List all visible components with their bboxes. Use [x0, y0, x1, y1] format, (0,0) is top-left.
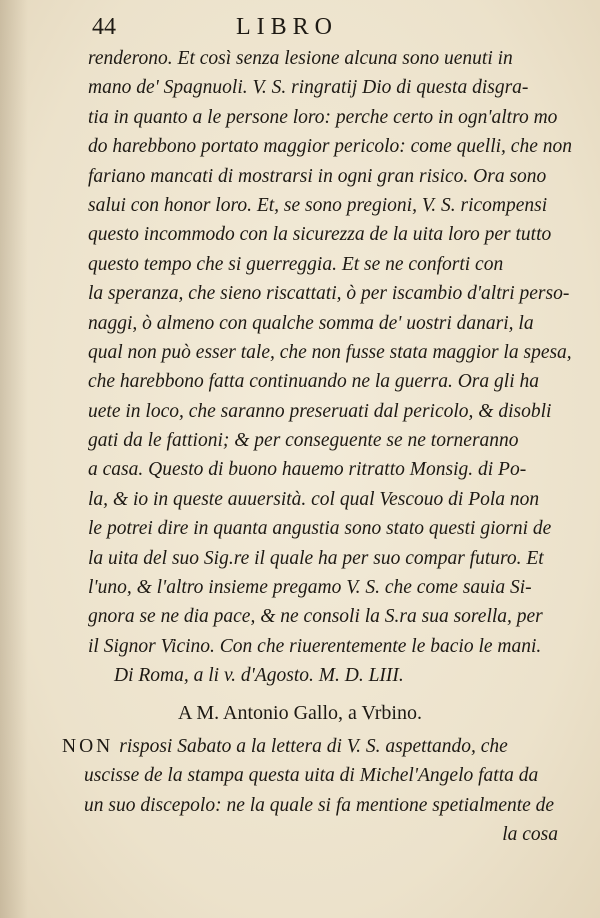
- first-line: [62, 732, 582, 761]
- text-line: mano de' Spagnuoli. V. S. ringratij Dio di questa disgra-: [88, 77, 529, 99]
- text-line: la speranza, che sieno riscattati, ò per iscambio d'altri perso-: [88, 283, 570, 305]
- text-line: la uita del suo Sig.re il quale ha per suo compar futuro. Et: [88, 547, 544, 569]
- text-line: gati da le fattioni; & per conseguente se ne torneranno: [88, 430, 519, 452]
- text-line: che harebbono fatta continuando ne la guerra. Ora gli ha: [88, 371, 539, 393]
- text-line: renderono. Et così senza lesione alcuna sono uenuti in: [88, 48, 513, 69]
- letter-body: [88, 44, 578, 691]
- letter-heading: A M. Antonio Gallo, a Vrbino.: [178, 702, 422, 724]
- text-line: naggi, ò almeno con qualche somma de' uostri danari, la: [88, 312, 534, 334]
- running-head: LIBRO: [236, 14, 338, 40]
- text-line: a casa. Questo di buono hauemo ritratto Monsig. di Po-: [88, 459, 527, 481]
- text-line: questo incommodo con la sicurezza de la uita loro per tutto: [88, 224, 552, 246]
- gutter-shadow: [0, 0, 28, 918]
- text-line: tia in quanto a le persone loro: perche certo in ogn'altro mo: [88, 106, 558, 128]
- text-line: fariano mancati di mostrarsi in ogni gran risico. Ora sono: [88, 165, 547, 187]
- text-line: l'uno, & l'altro insieme pregamo V. S. che come sauia Si-: [88, 577, 532, 599]
- text-line: salui con honor loro. Et, se sono pregioni, V. S. ricompensi: [88, 194, 548, 216]
- text-line: questo tempo che si guerreggia. Et se ne conforti con: [88, 253, 504, 275]
- dateline: Di Roma, a li v. d'Agosto. M. D. LIII.: [114, 665, 404, 687]
- text-line: qual non può esser tale, che non fusse stata maggior la spesa,: [88, 341, 572, 363]
- text-line: le potrei dire in quanta angustia sono stato questi giorni de: [88, 518, 552, 540]
- first-line-text: risposi Sabato a la lettera di V. S. aspettando, che: [119, 736, 508, 757]
- text-line: do harebbono portato maggior pericolo: come quelli, che non: [88, 136, 572, 158]
- text-line: il Signor Vicino. Con che riuerentemente le bacio le mani.: [88, 635, 542, 657]
- page-number: 44: [92, 14, 116, 40]
- text-line: gnora se ne dia pace, & ne consoli la S.ra sua sorella, per: [88, 606, 543, 628]
- text-line: la, & io in queste auuersità. col qual Vescouo di Pola non: [88, 488, 540, 510]
- catchword: la cosa: [502, 824, 558, 846]
- text-line: uete in loco, che saranno preseruati dal pericolo, & disobli: [88, 400, 552, 422]
- second-letter: [62, 732, 582, 850]
- initial-word: NON: [62, 736, 114, 757]
- text-line: un suo discepolo: ne la quale si fa mentione spetialmente de: [84, 794, 555, 816]
- text-line: uscisse de la stampa questa uita di Michel'Angelo fatta da: [84, 765, 539, 787]
- page-header: [0, 12, 600, 46]
